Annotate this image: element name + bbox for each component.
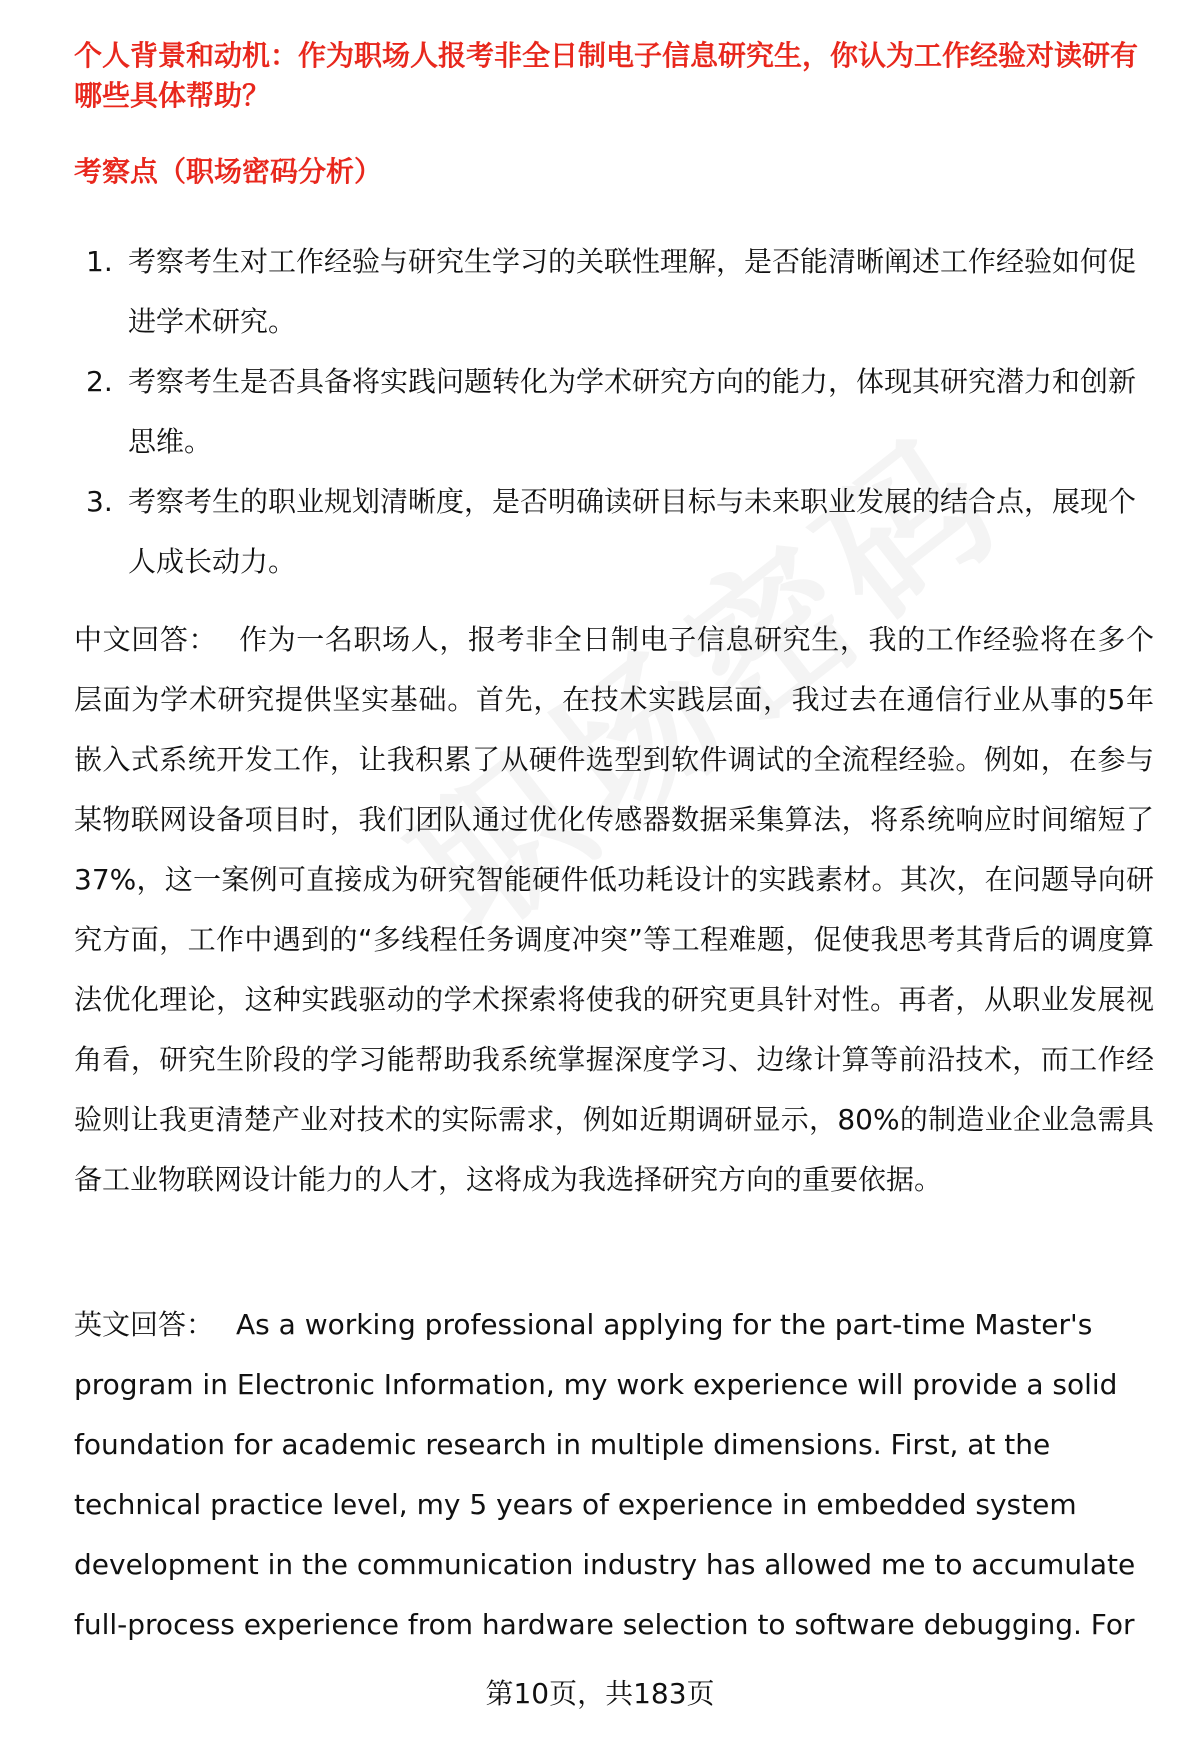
- list-item: [74, 352, 1154, 472]
- list-item: [74, 472, 1154, 592]
- list-item-text: 考察考生对工作经验与研究生学习的关联性理解，是否能清晰阐述工作经验如何促进学术研究。: [128, 245, 1137, 338]
- assessment-points-list: [74, 232, 1154, 592]
- chinese-answer-label: 中文回答：: [74, 623, 218, 656]
- english-answer-label: 英文回答：: [74, 1308, 215, 1341]
- list-item-number: 2.: [86, 365, 113, 398]
- list-item-text: 考察考生的职业规划清晰度，是否明确读研目标与未来职业发展的结合点，展现个人成长动力。: [128, 485, 1137, 578]
- list-item: [74, 232, 1154, 352]
- section-heading: 考察点（职场密码分析）: [74, 155, 383, 188]
- list-item-number: 3.: [86, 485, 113, 518]
- question-heading: 个人背景和动机：作为职场人报考非全日制电子信息研究生，你认为工作经验对读研有哪些具体帮助？: [74, 39, 1139, 112]
- list-item-number: 1.: [86, 245, 113, 278]
- english-answer-paragraph: [74, 1295, 1154, 1655]
- english-answer-text: As a working professional applying for the part-time Master's program in Electronic Information, my work experience will provide a solid foundation for academic research in multiple dimensions. First, at the technical practice level, my 5 years of experience in embedded system development in the communication industry has allowed me to accumulate full-process experience from hardware selection to software debugging. For: [74, 1308, 1136, 1641]
- page-number-footer: 第10页，共183页: [485, 1677, 715, 1710]
- list-item-text: 考察考生是否具备将实践问题转化为学术研究方向的能力，体现其研究潜力和创新思维。: [128, 365, 1137, 458]
- chinese-answer-paragraph: [74, 610, 1154, 1210]
- chinese-answer-text: 作为一名职场人，报考非全日制电子信息研究生，我的工作经验将在多个层面为学术研究提供坚实基础。首先，在技术实践层面，我过去在通信行业从事的5年嵌入式系统开发工作，让我积累了从硬件选型到软件调试的全流程经验。例如，在参与某物联网设备项目时，我们团队通过优化传感器数据采集算法，将系统响应时间缩短了37%，这一案例可直接成为研究智能硬件低功耗设计的实践素材。其次，在问题导向研究方面，工作中遇到的“多线程任务调度冲突”等工程难题，促使我思考其背后的调度算法优化理论，这种实践驱动的学术探索将使我的研究更具针对性。再者，从职业发展视角看，研究生阶段的学习能帮助我系统掌握深度学习、边缘计算等前沿技术，而工作经验则让我更清楚产业对技术的实际需求，例如近期调研显示，80%的制造业企业急需具备工业物联网设计能力的人才，这将成为我选择研究方向的重要依据。: [74, 623, 1154, 1196]
